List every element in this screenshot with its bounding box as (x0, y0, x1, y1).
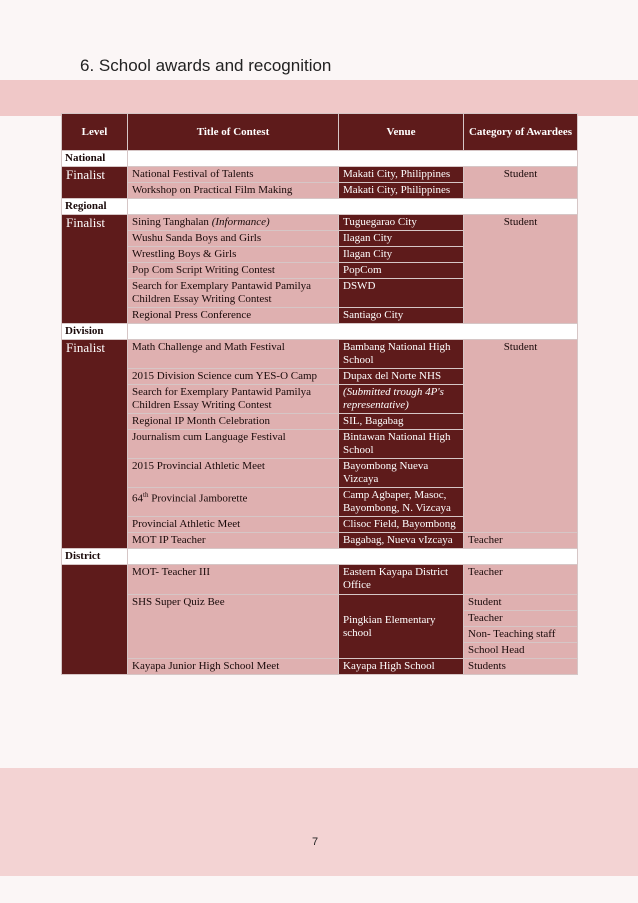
level-row-regional (62, 199, 578, 215)
category: Student (464, 340, 578, 533)
level-label: District (62, 549, 128, 565)
level-row-division (62, 324, 578, 340)
venue: Eastern Kayapa District Office (339, 565, 464, 595)
venue: Makati City, Philippines (339, 183, 464, 199)
contest-title: Workshop on Practical Film Making (128, 183, 339, 199)
header-title: Title of Contest (128, 114, 339, 151)
venue: Bambang National High School (339, 340, 464, 369)
contest-title: Search for Exemplary Pantawid Pamilya Children Essay Writing Contest (128, 279, 339, 308)
contest-title: Regional IP Month Celebration (128, 414, 339, 430)
category: Students (464, 659, 578, 675)
contest-title: Search for Exemplary Pantawid Pamilya Children Essay Writing Contest (128, 385, 339, 414)
contest-title: 64th Provincial Jamborette (128, 488, 339, 517)
contest-title: Math Challenge and Math Festival (128, 340, 339, 369)
venue: Santiago City (339, 308, 464, 324)
contest-title: Wrestling Boys & Girls (128, 247, 339, 263)
level-row-district (62, 549, 578, 565)
venue: SIL, Bagabag (339, 414, 464, 430)
header-category: Category of Awardees (464, 114, 578, 151)
category: Student (464, 167, 578, 199)
decorative-band-top (0, 80, 638, 116)
finalist-label: Finalist (62, 215, 128, 324)
decorative-band-bottom (0, 768, 638, 876)
table-row (62, 659, 578, 675)
venue: Camp Agbaper, Masoc, Bayombong, N. Vizcaya (339, 488, 464, 517)
contest-title: Wushu Sanda Boys and Girls (128, 231, 339, 247)
contest-title: Sining Tanghalan (Informance) (128, 215, 339, 231)
contest-title: National Festival of Talents (128, 167, 339, 183)
page-number: 7 (312, 836, 319, 848)
level-label: Division (62, 324, 128, 340)
venue: Makati City, Philippines (339, 167, 464, 183)
category: Student (464, 595, 578, 611)
table-header-row (62, 114, 578, 151)
venue: Kayapa High School (339, 659, 464, 675)
level-label: National (62, 151, 128, 167)
venue: Bayombong Nueva Vizcaya (339, 459, 464, 488)
table-row (62, 565, 578, 595)
contest-title: Kayapa Junior High School Meet (128, 659, 339, 675)
category: Student (464, 215, 578, 324)
category: Non- Teaching staff (464, 627, 578, 643)
finalist-label: Finalist (62, 167, 128, 199)
finalist-label: Finalist (62, 340, 128, 549)
table-row (62, 533, 578, 549)
category: Teacher (464, 533, 578, 549)
venue: Bagabag, Nueva vIzcaya (339, 533, 464, 549)
venue: (Submitted trough 4P's representative) (339, 385, 464, 414)
venue: Pingkian Elementary school (339, 595, 464, 659)
table-row (62, 215, 578, 231)
awards-table (61, 113, 578, 675)
contest-title: 2015 Division Science cum YES-O Camp (128, 369, 339, 385)
district-level-cell (62, 565, 128, 675)
header-level: Level (62, 114, 128, 151)
contest-title: Regional Press Conference (128, 308, 339, 324)
level-label: Regional (62, 199, 128, 215)
venue: Dupax del Norte NHS (339, 369, 464, 385)
contest-title: Pop Com Script Writing Contest (128, 263, 339, 279)
page-heading: 6. School awards and recognition (80, 56, 332, 75)
venue: Bintawan National High School (339, 430, 464, 459)
venue: DSWD (339, 279, 464, 308)
category: Teacher (464, 611, 578, 627)
venue: Tuguegarao City (339, 215, 464, 231)
category: School Head (464, 643, 578, 659)
header-venue: Venue (339, 114, 464, 151)
contest-title: SHS Super Quiz Bee (128, 595, 339, 659)
level-row-national (62, 151, 578, 167)
venue: PopCom (339, 263, 464, 279)
table-row (62, 595, 578, 611)
contest-title: Journalism cum Language Festival (128, 430, 339, 459)
table-row (62, 167, 578, 183)
contest-title: MOT- Teacher III (128, 565, 339, 595)
venue: Ilagan City (339, 247, 464, 263)
contest-title: MOT IP Teacher (128, 533, 339, 549)
category: Teacher (464, 565, 578, 595)
venue: Clisoc Field, Bayombong (339, 517, 464, 533)
contest-title: 2015 Provincial Athletic Meet (128, 459, 339, 488)
contest-title: Provincial Athletic Meet (128, 517, 339, 533)
table-row (62, 340, 578, 369)
venue: Ilagan City (339, 231, 464, 247)
